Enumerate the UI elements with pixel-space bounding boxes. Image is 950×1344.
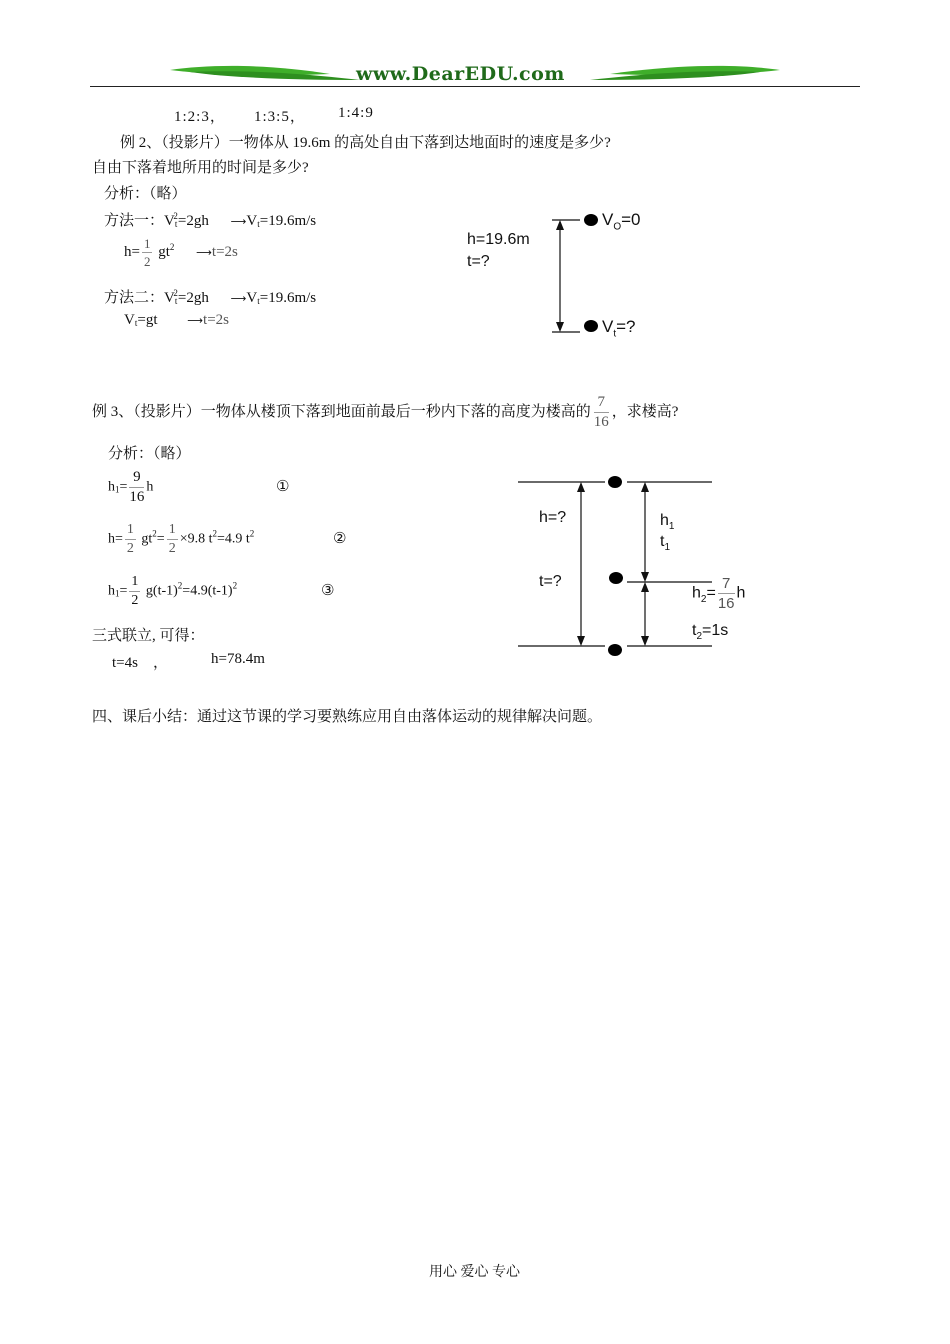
- frac-den: 2: [168, 541, 176, 556]
- t2-pre: t: [692, 622, 697, 639]
- m1-eq1-sub: t: [174, 219, 178, 229]
- method2-row1: [104, 286, 316, 307]
- t2-rest: =1s: [702, 622, 729, 639]
- example2-analysis: 分析：（略）: [104, 186, 187, 202]
- example3-frac: [594, 395, 609, 430]
- frac-num: 1: [167, 523, 178, 540]
- eq1-rest: h: [146, 479, 154, 495]
- frac-num: 1: [129, 575, 140, 592]
- eq3-sup2: 2: [232, 580, 238, 591]
- m2-eq1-sup: 2: [173, 288, 178, 298]
- frac-num: 7: [594, 395, 609, 413]
- logo-text: www.DearEDU.com: [356, 63, 565, 85]
- eq1-sub: 1: [115, 484, 120, 495]
- t2-sub: 2: [696, 631, 703, 643]
- example3-result-h: h=78.4m: [211, 651, 265, 667]
- example2-line2: 自由下落着地所用的时间是多少?: [92, 160, 309, 176]
- example3-line1: [92, 395, 678, 430]
- h2-pre: h: [692, 584, 701, 602]
- m1-res1-sub: t: [257, 219, 260, 229]
- h2-sub: 2: [700, 593, 707, 605]
- ratio-2: 1:3:5，: [254, 109, 306, 125]
- diagram3-t2-label: [692, 622, 728, 642]
- m1-res1-v: V: [246, 213, 258, 229]
- frac-den: 16: [593, 414, 609, 430]
- m2-eq1-v: V: [164, 290, 175, 306]
- frac-num: 7: [718, 576, 735, 594]
- ratio-1: 1:2:3，: [174, 109, 226, 125]
- eq2-frac1: [125, 523, 136, 556]
- h2-frac: [718, 576, 735, 611]
- example3-combine: 三式联立, 可得：: [92, 628, 205, 644]
- eq1-mark: ①: [276, 477, 290, 495]
- h2-rest: h: [736, 584, 746, 602]
- m2-res2: t=2s: [203, 312, 229, 328]
- arrow-right-icon: ⟶: [196, 245, 212, 259]
- eq3-sub: 1: [115, 588, 120, 599]
- example2-diagram: [540, 205, 660, 345]
- diagram2-v0-label: [602, 210, 641, 232]
- header-rule: [90, 86, 860, 87]
- eq1-frac: [129, 470, 144, 505]
- eq3-pre: h: [108, 583, 115, 599]
- eq2-rest2: =4.9 t: [217, 531, 250, 547]
- method1-row2: [124, 237, 238, 268]
- diagram3-h-label: h=?: [539, 509, 567, 526]
- m2-eq2-sub: t: [134, 318, 138, 328]
- ball-bottom-icon: [608, 644, 622, 656]
- arrow-right-icon: ⟶: [187, 314, 204, 327]
- diagram2-t-label: t=?: [467, 253, 490, 270]
- h1-sub: 1: [668, 521, 675, 533]
- diagram3-h2-label: [692, 576, 745, 611]
- example3-analysis: 分析：（略）: [108, 446, 191, 462]
- frac-num: 9: [129, 470, 144, 488]
- footer: 用心 爱心 专心: [429, 1265, 520, 1280]
- frac-den: 2: [143, 254, 151, 269]
- frac-den: 16: [717, 595, 735, 612]
- eq2-rest: ×9.8 t: [179, 531, 213, 547]
- m2-eq2-v: V: [124, 312, 135, 328]
- eq2-mid: gt: [141, 531, 153, 547]
- frac-den: 16: [129, 489, 145, 505]
- example3-result-t: t=4s ，: [112, 655, 168, 671]
- eq2-mark: ②: [333, 529, 347, 547]
- method2-label: 方法二：: [104, 290, 165, 306]
- vt-sub: t: [613, 328, 617, 340]
- frac-num: 1: [143, 236, 151, 251]
- eq3-frac: [129, 575, 140, 608]
- v0-sub: O: [613, 221, 622, 233]
- summary: 四、课后小结：通过这节课的学习要熟练应用自由落体运动的规律解决问题。: [92, 709, 603, 725]
- m1-eq2-frac: [142, 237, 153, 268]
- eq2-sup: 2: [152, 528, 157, 539]
- arrow-right-icon: ⟶: [230, 215, 247, 228]
- example3-eq2: [108, 523, 254, 556]
- eq3-sup: 2: [177, 580, 183, 591]
- vt-pre: V: [602, 317, 614, 336]
- m1-eq1-sup: 2: [173, 211, 178, 221]
- vt-rest: =?: [616, 317, 636, 336]
- ball-top-icon: [584, 214, 598, 226]
- m2-res1-v: V: [246, 290, 258, 306]
- eq2-pre: h=: [108, 531, 123, 547]
- m1-res1-rest: =19.6m/s: [259, 213, 317, 229]
- diagram3-h1-label: [660, 512, 674, 532]
- h1-pre: h: [660, 512, 669, 529]
- eq3-mark: ③: [321, 581, 335, 599]
- method1-label: 方法一：: [104, 213, 165, 229]
- diagram2-h-label: h=19.6m: [467, 231, 530, 248]
- example3-line1-pre: 例 3、（投影片）一物体从楼顶下落到地面前最后一秒内下落的高度为楼高的: [92, 403, 591, 420]
- example3-diagram: [515, 470, 720, 662]
- t1-pre: t: [660, 533, 665, 550]
- m1-eq1-v: V: [164, 213, 175, 229]
- ball-top-icon: [608, 476, 622, 488]
- eq2-frac2: [167, 523, 178, 556]
- eq2-sup3: 2: [249, 528, 255, 539]
- eq2-eq: =: [156, 531, 165, 547]
- eq3-rest: g(t-1): [145, 583, 178, 599]
- example2-line1: 例 2、（投影片）一物体从 19.6m 的高处自由下落到达地面时的速度是多少?: [120, 135, 611, 151]
- ball-middle-icon: [609, 572, 623, 584]
- ball-bottom-icon: [584, 320, 598, 332]
- diagram3-t-label: t=?: [539, 573, 562, 590]
- m1-eq2-pre: h=: [124, 243, 140, 260]
- frac-num: 1: [125, 523, 136, 540]
- diagram3-t1-label: [660, 533, 670, 553]
- m2-res1-sub: t: [257, 296, 260, 306]
- m2-eq1-sub: t: [174, 296, 178, 306]
- v0-pre: V: [602, 210, 614, 229]
- h2-eq: =: [706, 584, 716, 602]
- m2-res1-rest: =19.6m/s: [259, 290, 317, 306]
- example3-eq3: [108, 575, 237, 608]
- method2-row2: [124, 312, 229, 329]
- diagram2-vt-label: [602, 317, 636, 339]
- t1-sub: 1: [664, 542, 671, 554]
- example3-eq1: [108, 470, 153, 505]
- method1-row1: [104, 209, 316, 230]
- frac-den: 2: [131, 593, 139, 608]
- arrow-right-icon: ⟶: [230, 292, 247, 305]
- m1-eq2-sup: 2: [169, 241, 175, 252]
- m1-eq1-rest: =2gh: [177, 213, 209, 229]
- eq3-eq: =: [119, 583, 128, 599]
- eq1-pre: h: [108, 479, 115, 495]
- m1-res2: t=2s: [211, 243, 238, 260]
- eq1-eq: =: [119, 479, 128, 495]
- eq3-rest2: =4.9(t-1): [182, 583, 233, 599]
- m1-eq2-rest: gt: [158, 243, 170, 260]
- m2-eq2-rest: =gt: [137, 312, 158, 328]
- m2-eq1-rest: =2gh: [177, 290, 209, 306]
- frac-den: 2: [126, 541, 134, 556]
- eq2-sup2: 2: [212, 528, 217, 539]
- v0-rest: =0: [621, 210, 641, 229]
- example3-line1-post: ，求楼高?: [611, 403, 679, 420]
- ratio-3: 1:4:9: [338, 105, 374, 121]
